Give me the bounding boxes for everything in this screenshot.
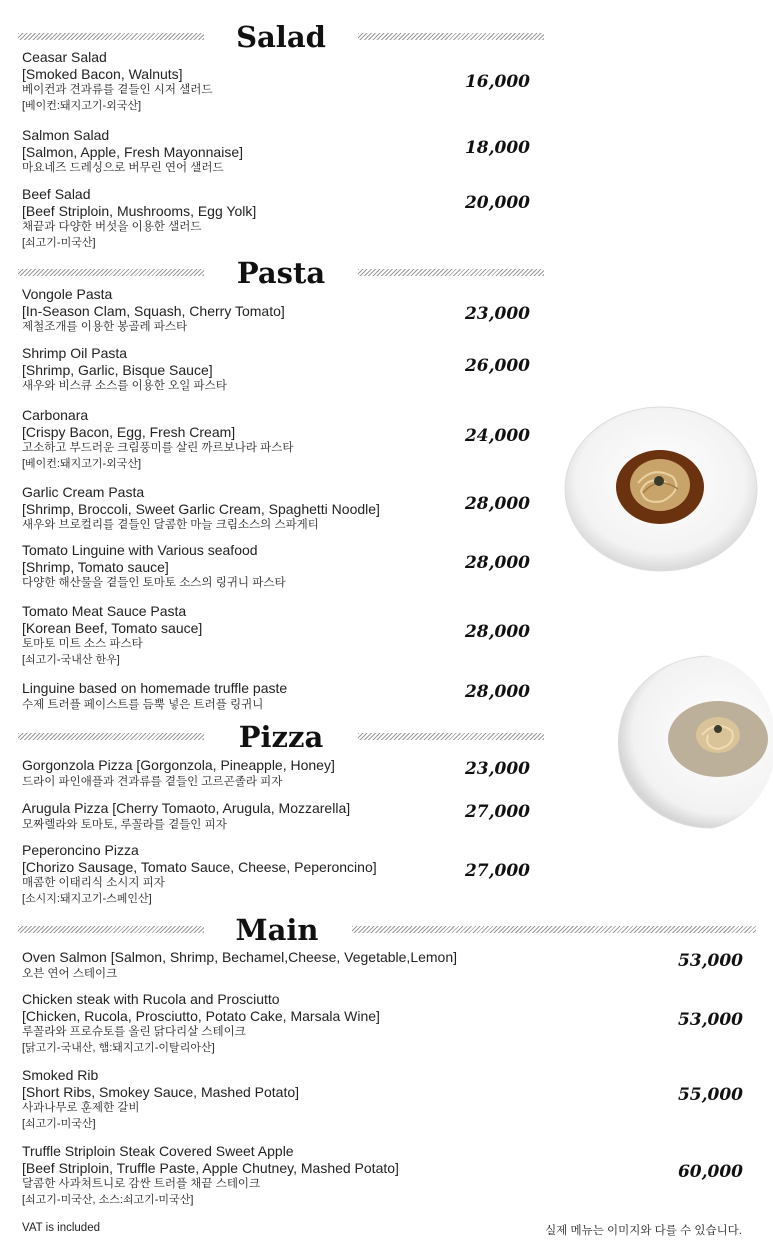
- decorative-rule: [18, 269, 204, 276]
- item-korean: 토마토 미트 소스 파스타: [22, 638, 143, 650]
- decorative-rule: [18, 926, 204, 933]
- menu-item: [22, 949, 622, 982]
- section-title: Main: [235, 913, 319, 947]
- decorative-rule: [352, 926, 756, 933]
- item-price: 28,000: [464, 622, 530, 642]
- item-ingredients: [Shrimp, Tomato sauce]: [22, 558, 169, 575]
- item-name: Chicken steak with Rucola and Prosciutto: [22, 991, 280, 1007]
- menu-item: [22, 842, 492, 907]
- item-korean: 고소하고 부드러운 크림풍미를 살린 까르보나라 파스타: [22, 442, 294, 454]
- item-name: Shrimp Oil Pasta: [22, 345, 128, 361]
- item-name: Gorgonzola Pizza [Gorgonzola, Pineapple, Honey]: [22, 757, 335, 773]
- item-ingredients: [Shrimp, Broccoli, Sweet Garlic Cream, Spaghetti Noodle]: [22, 500, 380, 517]
- menu-item: [22, 345, 492, 394]
- image-disclaimer: 실제 메뉴는 이미지와 다를 수 있습니다.: [545, 1225, 742, 1237]
- section-title: Pizza: [238, 720, 324, 754]
- item-ingredients: [In-Season Clam, Squash, Cherry Tomato]: [22, 302, 285, 319]
- section-header-main: [0, 910, 773, 950]
- item-name: Arugula Pizza [Cherry Tomaoto, Arugula, Mozzarella]: [22, 800, 351, 816]
- item-origin: [베이컨:돼지고기-외국산]: [22, 458, 142, 470]
- item-price: 53,000: [677, 951, 743, 971]
- item-korean: 제철조개를 이용한 봉골레 파스타: [22, 321, 188, 333]
- item-korean: 채끝과 다양한 버섯을 이용한 샐러드: [22, 221, 202, 233]
- item-name: Ceasar Salad: [22, 49, 107, 65]
- menu-item: [22, 542, 492, 591]
- item-price: 28,000: [464, 682, 530, 702]
- decorative-rule: [358, 269, 544, 276]
- item-ingredients: [Salmon, Apple, Fresh Mayonnaise]: [22, 143, 244, 160]
- item-name: Vongole Pasta: [22, 286, 113, 302]
- item-name: Carbonara: [22, 407, 89, 423]
- item-price: 23,000: [464, 304, 530, 324]
- item-name: Linguine based on homemade truffle paste: [22, 680, 288, 696]
- item-name: Tomato Linguine with Various seafood: [22, 542, 258, 558]
- decorative-rule: [18, 733, 204, 740]
- menu-item: [22, 1143, 622, 1208]
- section-header-pizza: [0, 717, 773, 757]
- item-price: 18,000: [464, 138, 530, 158]
- menu-item: [22, 1067, 622, 1132]
- decorative-rule: [18, 33, 204, 40]
- item-ingredients: [Short Ribs, Smokey Sauce, Mashed Potato]: [22, 1083, 300, 1100]
- item-origin: [베이컨:돼지고기-외국산]: [22, 100, 142, 112]
- item-name: Beef Salad: [22, 186, 91, 202]
- item-name: Smoked Rib: [22, 1067, 99, 1083]
- item-name: Peperoncino Pizza: [22, 842, 139, 858]
- item-origin: [쇠고기-미국산]: [22, 237, 96, 249]
- item-ingredients: [Beef Striploin, Mushrooms, Egg Yolk]: [22, 202, 257, 219]
- item-korean: 새우와 브로컬리를 곁들인 달콤한 마늘 크림소스의 스파게티: [22, 519, 319, 531]
- item-korean: 모짜렐라와 토마토, 루꼴라를 곁들인 피자: [22, 818, 227, 831]
- item-korean: 베이컨과 견과류를 곁들인 시저 샐러드: [22, 84, 213, 96]
- item-korean: 새우와 비스큐 소스를 이용한 오일 파스타: [22, 380, 227, 392]
- item-origin: [닭고기-국내산, 햄:돼지고기-이탈리아산]: [22, 1042, 215, 1054]
- item-korean: 매콤한 이태리식 소시지 피자: [22, 877, 165, 889]
- item-origin: [쇠고기-미국산]: [22, 1118, 96, 1130]
- item-ingredients: [Korean Beef, Tomato sauce]: [22, 619, 203, 636]
- item-price: 16,000: [464, 72, 530, 92]
- item-ingredients: [Beef Striploin, Truffle Paste, Apple Chutney, Mashed Potato]: [22, 1159, 399, 1176]
- menu-item: [22, 757, 492, 790]
- decorative-rule: [358, 733, 544, 740]
- item-origin: [쇠고기-미국산, 소스:쇠고기-미국산]: [22, 1194, 194, 1206]
- menu-item: [22, 603, 492, 668]
- item-ingredients: [Chicken, Rucola, Prosciutto, Potato Cake, Marsala Wine]: [22, 1007, 380, 1024]
- menu-item: [22, 800, 492, 833]
- item-name: Salmon Salad: [22, 127, 110, 143]
- item-price: 24,000: [464, 426, 530, 446]
- item-korean: 사과나무로 훈제한 갈비: [22, 1102, 140, 1114]
- item-ingredients: [Crispy Bacon, Egg, Fresh Cream]: [22, 423, 236, 440]
- item-name: Truffle Striploin Steak Covered Sweet Apple: [22, 1143, 294, 1159]
- item-korean: 드라이 파인애플과 견과류를 곁들인 고르곤졸라 피자: [22, 775, 283, 788]
- item-price: 55,000: [677, 1085, 743, 1105]
- menu-item: [22, 407, 492, 472]
- menu-item: [22, 286, 492, 335]
- item-origin: [소시지:돼지고기-스페인산]: [22, 893, 152, 905]
- item-origin: [쇠고기-국내산 한우]: [22, 654, 120, 666]
- section-title: Salad: [236, 20, 326, 54]
- item-name: Tomato Meat Sauce Pasta: [22, 603, 187, 619]
- section-title: Pasta: [236, 256, 326, 290]
- item-price: 27,000: [464, 802, 530, 822]
- item-price: 23,000: [464, 759, 530, 779]
- carbonara-dish-photo: [563, 405, 759, 573]
- item-korean: 수제 트러플 페이스트를 듬뿍 넣은 트러플 링귀니: [22, 698, 264, 711]
- menu-item: [22, 49, 492, 114]
- item-name: Garlic Cream Pasta: [22, 484, 145, 500]
- vat-note: VAT is included: [22, 1222, 100, 1234]
- item-price: 26,000: [464, 356, 530, 376]
- item-ingredients: [Smoked Bacon, Walnuts]: [22, 65, 183, 82]
- item-name: Oven Salmon [Salmon, Shrimp, Bechamel,Cheese, Vegetable,Lemon]: [22, 949, 458, 965]
- item-price: 27,000: [464, 861, 530, 881]
- menu-item: [22, 127, 492, 176]
- item-price: 60,000: [677, 1162, 743, 1182]
- item-ingredients: [Chorizo Sausage, Tomato Sauce, Cheese, Peperoncino]: [22, 858, 377, 875]
- item-price: 28,000: [464, 494, 530, 514]
- item-korean: 오븐 연어 스테이크: [22, 967, 118, 980]
- item-korean: 다양한 해산물을 곁들인 토마토 소스의 링귀니 파스타: [22, 577, 286, 589]
- menu-item: [22, 186, 492, 251]
- item-price: 53,000: [677, 1010, 743, 1030]
- item-price: 28,000: [464, 553, 530, 573]
- item-price: 20,000: [464, 193, 530, 213]
- decorative-rule: [358, 33, 544, 40]
- menu-item: [22, 991, 622, 1056]
- menu-item: [22, 484, 492, 533]
- item-ingredients: [Shrimp, Garlic, Bisque Sauce]: [22, 361, 213, 378]
- item-korean: 달콤한 사과쳐트니로 감싼 트러플 채끝 스테이크: [22, 1178, 261, 1190]
- item-korean: 마요네즈 드레싱으로 버무린 연어 샐러드: [22, 162, 224, 174]
- item-korean: 루꼴라와 프로슈토를 올린 닭다리살 스테이크: [22, 1026, 246, 1038]
- menu-item: [22, 680, 492, 713]
